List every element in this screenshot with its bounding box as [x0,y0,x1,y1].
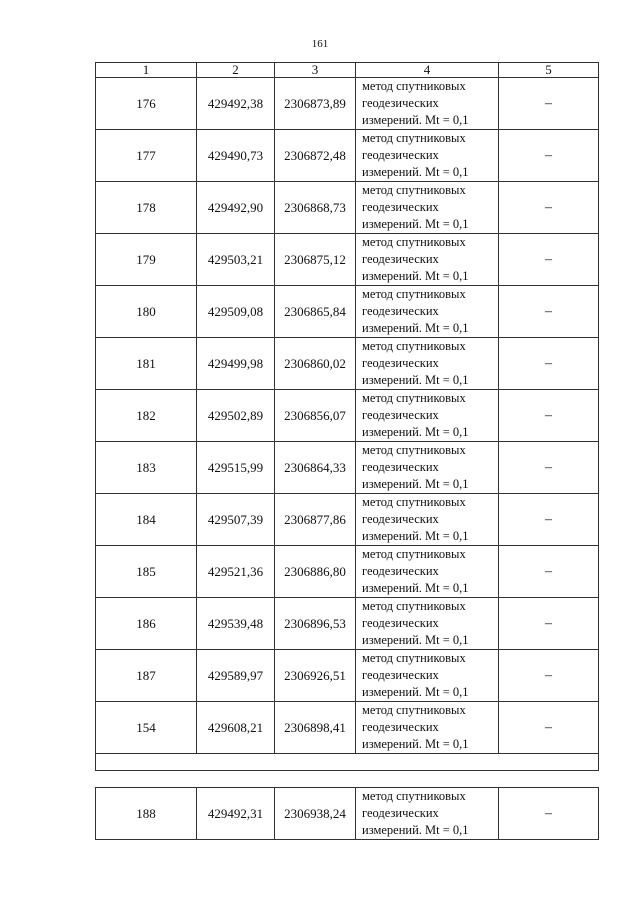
table-row [96,390,599,442]
method-cell [356,650,499,702]
note-cell: – [499,702,599,754]
note-cell: – [499,78,599,130]
x-coordinate-cell: 429521,36 [197,546,275,598]
point-number-cell: 176 [96,78,197,130]
method-line: геодезических [362,252,439,266]
column-header: 5 [499,63,599,78]
method-cell [356,234,499,286]
column-header: 2 [197,63,275,78]
method-line: метод спутниковых [362,235,466,249]
y-coordinate-cell: 2306873,89 [275,78,356,130]
table-row [96,650,599,702]
method-line: метод спутниковых [362,339,466,353]
column-header: 4 [356,63,499,78]
method-cell [356,788,499,840]
method-line: измерений. Mt = 0,1 [362,823,469,837]
note-cell: – [499,442,599,494]
method-line: измерений. Mt = 0,1 [362,321,469,335]
x-coordinate-cell: 429490,73 [197,130,275,182]
point-number-cell: 177 [96,130,197,182]
table-row [96,78,599,130]
point-number-cell: 180 [96,286,197,338]
table-row [96,494,599,546]
note-cell: – [499,546,599,598]
x-coordinate-cell: 429608,21 [197,702,275,754]
x-coordinate-cell: 429503,21 [197,234,275,286]
point-number-cell: 185 [96,546,197,598]
method-line: метод спутниковых [362,443,466,457]
note-cell: – [499,286,599,338]
x-coordinate-cell: 429539,48 [197,598,275,650]
method-line: измерений. Mt = 0,1 [362,581,469,595]
method-cell [356,494,499,546]
method-line: измерений. Mt = 0,1 [362,633,469,647]
method-line: метод спутниковых [362,651,466,665]
y-coordinate-cell: 2306872,48 [275,130,356,182]
method-line: геодезических [362,408,439,422]
note-cell: – [499,390,599,442]
method-line: измерений. Mt = 0,1 [362,217,469,231]
empty-separator-row [96,754,599,771]
method-cell [356,286,499,338]
x-coordinate-cell: 429492,90 [197,182,275,234]
column-header: 3 [275,63,356,78]
table-row [96,702,599,754]
method-line: геодезических [362,96,439,110]
table-row [96,788,599,840]
method-cell [356,130,499,182]
empty-cell [96,771,599,788]
method-line: измерений. Mt = 0,1 [362,737,469,751]
note-cell: – [499,598,599,650]
x-coordinate-cell: 429515,99 [197,442,275,494]
x-coordinate-cell: 429589,97 [197,650,275,702]
table-row [96,130,599,182]
method-line: метод спутниковых [362,287,466,301]
point-number-cell: 181 [96,338,197,390]
y-coordinate-cell: 2306865,84 [275,286,356,338]
method-line: метод спутниковых [362,131,466,145]
method-line: геодезических [362,564,439,578]
point-number-cell: 187 [96,650,197,702]
method-line: метод спутниковых [362,391,466,405]
table-header-row [96,63,599,78]
coordinates-table [95,62,599,840]
note-cell: – [499,130,599,182]
method-line: измерений. Mt = 0,1 [362,373,469,387]
table-row [96,598,599,650]
point-number-cell: 179 [96,234,197,286]
method-line: измерений. Mt = 0,1 [362,425,469,439]
point-number-cell: 186 [96,598,197,650]
y-coordinate-cell: 2306877,86 [275,494,356,546]
method-line: измерений. Mt = 0,1 [362,165,469,179]
method-line: геодезических [362,616,439,630]
x-coordinate-cell: 429507,39 [197,494,275,546]
method-line: измерений. Mt = 0,1 [362,529,469,543]
method-line: геодезических [362,356,439,370]
y-coordinate-cell: 2306896,53 [275,598,356,650]
method-line: геодезических [362,148,439,162]
y-coordinate-cell: 2306864,33 [275,442,356,494]
x-coordinate-cell: 429509,08 [197,286,275,338]
method-cell [356,390,499,442]
method-cell [356,182,499,234]
note-cell: – [499,234,599,286]
point-number-cell: 183 [96,442,197,494]
method-cell [356,338,499,390]
method-line: геодезических [362,668,439,682]
note-cell: – [499,650,599,702]
x-coordinate-cell: 429492,38 [197,78,275,130]
method-line: измерений. Mt = 0,1 [362,477,469,491]
method-cell [356,546,499,598]
method-cell [356,78,499,130]
method-line: метод спутниковых [362,79,466,93]
method-line: геодезических [362,304,439,318]
method-cell [356,598,499,650]
method-line: измерений. Mt = 0,1 [362,685,469,699]
y-coordinate-cell: 2306860,02 [275,338,356,390]
method-line: метод спутниковых [362,789,466,803]
table-row [96,442,599,494]
table-row [96,546,599,598]
method-line: геодезических [362,460,439,474]
table-row [96,182,599,234]
y-coordinate-cell: 2306926,51 [275,650,356,702]
table-row [96,286,599,338]
method-line: метод спутниковых [362,495,466,509]
table-row [96,338,599,390]
x-coordinate-cell: 429502,89 [197,390,275,442]
table-row [96,234,599,286]
note-cell: – [499,788,599,840]
point-number-cell: 188 [96,788,197,840]
method-line: геодезических [362,512,439,526]
method-line: метод спутниковых [362,599,466,613]
point-number-cell: 154 [96,702,197,754]
method-line: геодезических [362,200,439,214]
x-coordinate-cell: 429492,31 [197,788,275,840]
note-cell: – [499,182,599,234]
y-coordinate-cell: 2306938,24 [275,788,356,840]
method-line: метод спутниковых [362,183,466,197]
point-number-cell: 184 [96,494,197,546]
y-coordinate-cell: 2306868,73 [275,182,356,234]
method-line: измерений. Mt = 0,1 [362,269,469,283]
method-line: геодезических [362,806,439,820]
table-body [96,78,599,840]
method-line: метод спутниковых [362,703,466,717]
method-cell [356,442,499,494]
page-number: 161 [311,38,329,50]
column-header: 1 [96,63,197,78]
y-coordinate-cell: 2306898,41 [275,702,356,754]
method-line: измерений. Mt = 0,1 [362,113,469,127]
point-number-cell: 182 [96,390,197,442]
empty-separator-row [96,771,599,788]
note-cell: – [499,338,599,390]
method-cell [356,702,499,754]
method-line: метод спутниковых [362,547,466,561]
x-coordinate-cell: 429499,98 [197,338,275,390]
y-coordinate-cell: 2306875,12 [275,234,356,286]
empty-cell [96,754,599,771]
y-coordinate-cell: 2306886,80 [275,546,356,598]
point-number-cell: 178 [96,182,197,234]
y-coordinate-cell: 2306856,07 [275,390,356,442]
note-cell: – [499,494,599,546]
method-line: геодезических [362,720,439,734]
